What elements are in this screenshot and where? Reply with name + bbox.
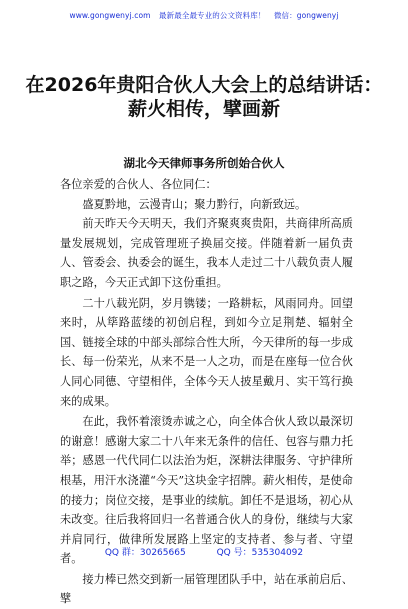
paragraph: 前天昨天今天明天，我们齐聚爽爽贵阳，共商律所高质量发展规划，完成管理班子换届交接。伴随着新一届负责人、管委会、执委会的诞生，我本人走过二十八载负责人履职之路，今天正式卸下这份重担。 [60, 217, 353, 289]
paragraph: 接力棒已然交到新一届管理团队手中，站在承前启后、擘 [60, 572, 353, 606]
paragraph: 二十八载光阴，岁月镌镂；一路耕耘，风雨同舟。回望来时，从筚路蓝缕的初创启程，到如今立足荆楚、辐射全国、链接全球的中部头部综合性大所，今天律所的每一步成长、每一份荣光，从来不是一人之功，而是在座每一位合伙人同心同德、守望相伴，全体今天人披星戴月、实干笃行换来的成果。 [60, 296, 353, 408]
paragraph: 在此，我怀着滚烫赤诚之心，向全体合伙人致以最深切的谢意！感谢大家二十八年来无条件的信任、包容与鼎力托举；感恩一代代同仁以法治为炬，深耕法律服务、守护律所根基，用汗水浇灌“今天”这块金字招牌。薪火相传，是使命的接力；岗位交接，是事业的续航。卸任不是退场，初心从未改变。往后我将回归一名普通合伙人的身份，继续与大家并肩同行，做律所发展路上坚定的支持者、参与者、守望者。 [60, 415, 353, 566]
qq-group: QQ 群：30265665 [104, 548, 186, 558]
document-title-line-1: 在2026年贵阳合伙人大会上的总结讲话： [25, 74, 383, 96]
site-slogan: 最新最全最专业的公文资料库！ [159, 11, 266, 20]
document-author: 湖北今天律师事务所创始合伙人 [123, 156, 285, 170]
site-url-link[interactable]: www.gongwenyj.com [69, 11, 151, 20]
document-title-line-2: 薪火相传，擘画新 [127, 98, 280, 120]
page-footer [0, 545, 408, 558]
document-body [60, 175, 353, 609]
paragraph: 盛夏黔地，云漫青山；聚力黔行，向新致远。 [82, 197, 307, 211]
wechat-id: 微信：gongwenyj [273, 11, 339, 20]
greeting: 各位亲爱的合伙人、各位同仁： [60, 178, 217, 191]
page-header [0, 10, 408, 21]
qq-number: QQ 号：535304092 [216, 548, 304, 558]
